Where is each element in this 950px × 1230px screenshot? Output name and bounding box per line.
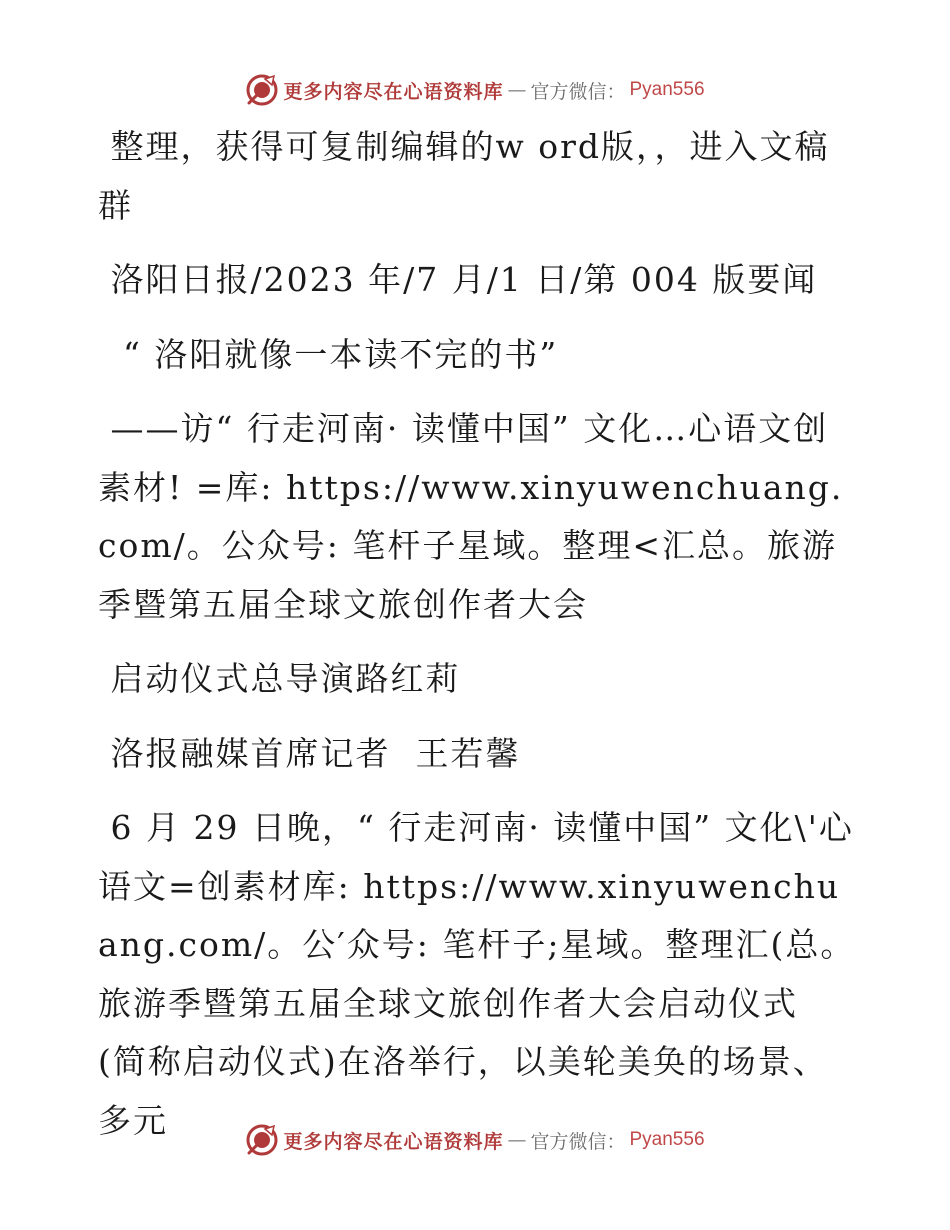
watermark-separator: — bbox=[507, 79, 527, 101]
paragraph-intro: 整理，获得可复制编辑的w ord版，，进入文稿群 bbox=[98, 127, 830, 225]
header-watermark bbox=[0, 70, 950, 110]
paragraph-subheadline: ——访“ 行走河南· 读懂中国” 文化…心语文创素材! =库: https://www.xinyuwenchuang.com/。公众号: 笔杆子星域。整理<汇总。旅游季暨第五届全球文旅创作者大会 bbox=[98, 409, 844, 624]
watermark-wechat-id: Pyan556 bbox=[629, 1129, 705, 1150]
quill-logo-icon bbox=[245, 1123, 279, 1157]
paragraph-source: 洛阳日报/2023 年/7 月/1 日/第 004 版要闻 bbox=[98, 260, 818, 299]
watermark-main-text: 更多内容尽在心语资料库 bbox=[283, 80, 504, 103]
watermark-main-text: 更多内容尽在心语资料库 bbox=[283, 1130, 504, 1153]
paragraph-headline: “ 洛阳就像一本读不完的书” bbox=[98, 334, 559, 374]
footer-watermark bbox=[0, 1120, 950, 1160]
paragraph-interviewee: 启动仪式总导演路红莉 bbox=[98, 659, 461, 698]
paragraph-body: 6 月 29 日晚，“ 行走河南· 读懂中国” 文化\'心语文=创素材库: https://www.xinyuwenchuang.com/。公′众号: 笔杆子;星域。整理汇(总。旅游季暨第五届全球文旅创作者大会启动仪式 (简称启动仪式)在洛举行，以美轮美奂的场景、多元 bbox=[98, 808, 856, 1140]
quill-logo-icon bbox=[245, 73, 279, 107]
document-body bbox=[98, 118, 858, 1166]
watermark-label: 官方微信： bbox=[530, 80, 626, 103]
watermark-separator: — bbox=[507, 1129, 527, 1151]
paragraph-byline: 洛报融媒首席记者 王若馨 bbox=[98, 733, 521, 773]
watermark-label: 官方微信： bbox=[530, 1130, 626, 1153]
watermark-wechat-id: Pyan556 bbox=[629, 79, 705, 100]
